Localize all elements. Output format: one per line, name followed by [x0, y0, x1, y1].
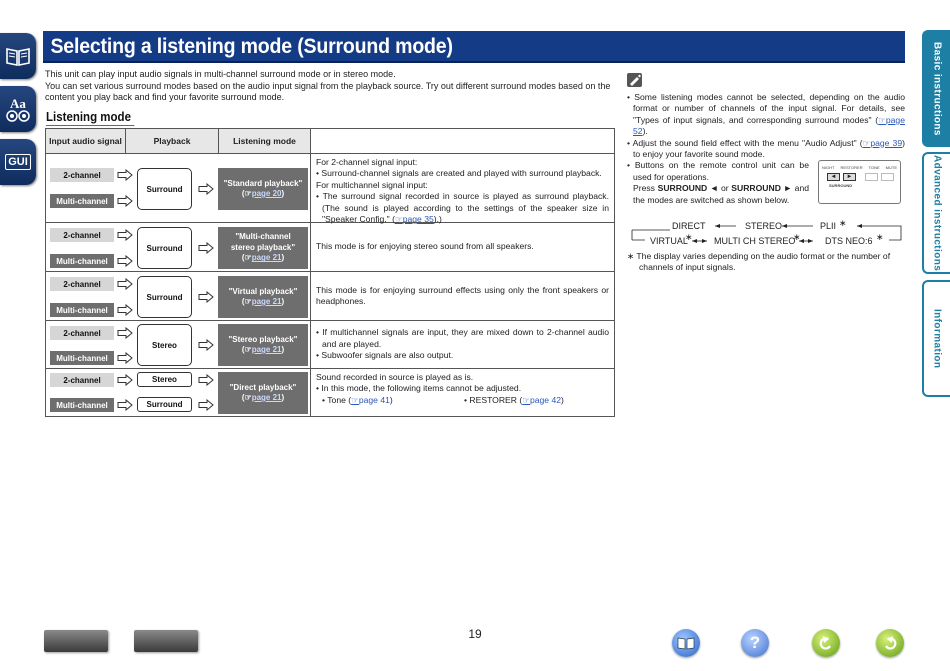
mode-direct: DIRECT: [672, 221, 706, 231]
mode-dts-neo6: DTS NEO:6: [825, 236, 873, 246]
arrow-right-icon: [117, 278, 133, 290]
arrow-right-icon: [198, 399, 214, 411]
arrow-right-icon: [117, 169, 133, 181]
arrow-right-icon: [117, 229, 133, 241]
desc-items: • Tone (☞page 41) • RESTORER (☞page 42): [322, 394, 564, 405]
page-title: Selecting a listening mode (Surround mode): [50, 35, 453, 58]
arrow-right-icon: [198, 242, 214, 254]
question-icon: ?: [749, 633, 761, 652]
remote-button-label: TONE: [868, 165, 880, 170]
tab-information[interactable]: [922, 280, 950, 397]
tab-basic-label: Basic instructions: [931, 41, 943, 136]
signal-multichannel: Multi-channel: [50, 194, 114, 208]
desc-line: • Subwoofer signals are also output.: [316, 350, 454, 361]
table-row: [46, 272, 614, 321]
mode-page-link[interactable]: page 21: [251, 297, 282, 306]
table-row: [46, 369, 614, 416]
signal-multichannel: Multi-channel: [50, 254, 114, 268]
listening-mode-box: "Direct playback" (☞page 21): [218, 372, 308, 414]
mode-flow-diagram: DIRECT STEREO PLII ∗ VIRTUAL ∗ MULTI CH STEREO ∗ DTS NEO:6 ∗: [627, 218, 905, 248]
signal-multichannel: Multi-channel: [50, 303, 114, 317]
tab-advanced-instructions[interactable]: [922, 152, 950, 274]
desc-line: For 2-channel signal input:: [316, 157, 418, 167]
mode-description: [311, 321, 614, 368]
mode-name-line-2: stereo playback": [230, 242, 296, 252]
arrow-right-icon: [117, 327, 133, 339]
page-link[interactable]: ☞page 35: [394, 214, 434, 225]
mode-description: [311, 154, 614, 225]
mode-name: "Virtual playback": [228, 286, 298, 296]
mode-multi-ch-stereo: MULTI CH STEREO: [714, 236, 796, 246]
intro-text: [45, 69, 615, 104]
signal-2ch: 2-channel: [50, 277, 114, 291]
arrow-right-icon: [117, 399, 133, 411]
desc-line: • If multichannel signals are input, they are mixed down to 2-channel audio and are played.: [316, 327, 609, 349]
book-icon: [5, 45, 31, 67]
contents-button[interactable]: [672, 629, 700, 657]
listening-mode-box: "Stereo playback" (☞page 21): [218, 324, 308, 366]
mode-page-link[interactable]: page 21: [251, 345, 282, 354]
desc-line: • The surround signal recorded in source is played as surround playback. (The sound is played according to the settings of the speaker size in "Speaker Config." (☞page 35).): [316, 191, 609, 225]
arrow-right-icon: [117, 304, 133, 316]
mode-stereo: STEREO: [745, 221, 783, 231]
remote-button-label: RESTORER: [840, 165, 863, 170]
mode-description: [311, 272, 614, 320]
footnote-text: ∗ The display varies depending on the audio format or the number of channels of input signals.: [627, 251, 891, 273]
signal-2ch: 2-channel: [50, 326, 114, 340]
desc-line: • In this mode, the following items cannot be adjusted.: [316, 383, 522, 394]
remote-illustration: [818, 160, 901, 204]
manual-book-button[interactable]: [0, 33, 36, 79]
gui-label: GUI: [5, 154, 31, 170]
footnote: [627, 251, 905, 274]
tab-information-label: Information: [931, 308, 943, 369]
note-item: • Some listening modes cannot be selected, depending on the audio format or number of channels of the input signal. For details, see "Types of input signals, and corresponding surround modes" (☞page 52).: [627, 92, 905, 137]
mode-name: "Stereo playback": [228, 334, 298, 344]
desc-line: For multichannel signal input:: [316, 179, 428, 190]
listening-mode-box: "Standard playback" (☞page 20): [218, 168, 308, 210]
remote-surround-label: SURROUND: [829, 183, 853, 188]
page-number: 19: [468, 627, 482, 641]
playback-box-multichannel: Surround: [137, 397, 192, 412]
mode-page-link[interactable]: page 20: [251, 189, 282, 198]
table-header: [46, 129, 614, 154]
surround-right-key: SURROUND ►: [731, 183, 793, 194]
mode-description: [311, 369, 614, 416]
signal-multichannel: Multi-channel: [50, 398, 114, 412]
arrow-right-icon: [117, 352, 133, 364]
listening-mode-table: [45, 128, 615, 417]
intro-line-1: This unit can play input audio signals in multi-channel surround mode or in stereo mode.: [45, 69, 396, 79]
page-link[interactable]: ☞page 41: [351, 394, 390, 405]
forward-arrow-icon: [882, 635, 898, 651]
help-button[interactable]: [741, 629, 769, 657]
playback-box-2ch: Stereo: [137, 372, 192, 387]
table-row: [46, 321, 614, 369]
arrow-right-icon: [198, 291, 214, 303]
note-icon: [627, 73, 642, 87]
surround-left-key: SURROUND ◄: [657, 183, 719, 194]
header-description: [311, 129, 614, 153]
table-row: [46, 223, 614, 272]
tab-advanced-label: Advanced instructions: [931, 154, 943, 272]
arrow-right-icon: [117, 195, 133, 207]
arrow-right-icon: [198, 339, 214, 351]
title-bar: [43, 31, 905, 63]
playback-box: Stereo: [137, 324, 192, 366]
gui-button[interactable]: [0, 139, 36, 185]
mode-name-line-1: "Multi-channel: [235, 232, 291, 242]
page-link[interactable]: ☞page 42: [522, 394, 562, 405]
mode-name: "Direct playback": [229, 382, 297, 392]
listening-mode-box: "Multi-channel stereo playback" (☞page 21): [218, 227, 308, 269]
font-button[interactable]: [0, 86, 36, 132]
signal-2ch: 2-channel: [50, 168, 114, 182]
arrow-right-icon: [198, 374, 214, 386]
signal-2ch: 2-channel: [50, 228, 114, 242]
mode-page-link[interactable]: page 21: [251, 393, 282, 402]
header-listening-mode: Listening mode: [219, 129, 311, 153]
playback-box: Surround: [137, 276, 192, 318]
mode-virtual: VIRTUAL: [650, 236, 688, 246]
forward-button[interactable]: [876, 629, 904, 657]
page-link[interactable]: ☞page 39: [862, 137, 903, 148]
arrow-right-icon: [117, 374, 133, 386]
mode-description: [311, 223, 614, 271]
header-playback: Playback: [126, 129, 219, 153]
intro-line-2: You can set various surround modes based on the audio input signal from the playback source. Try out different surround modes based on the content you play back and find your favorite surround mode.: [45, 80, 611, 102]
note-item: • Buttons on the remote control unit can be used for operations. Press SURROUND ◄ or SURROUND ► and the modes are switched as shown below.: [627, 160, 810, 205]
font-icon-label: Aa: [10, 95, 26, 111]
tab-basic-instructions[interactable]: [922, 30, 950, 147]
signal-2ch: 2-channel: [50, 373, 114, 387]
playback-box: Surround: [137, 227, 192, 269]
desc-line: This mode is for enjoying surround effects using only the front speakers or headphones.: [316, 284, 609, 306]
item-restorer: • RESTORER (: [464, 394, 523, 405]
book-icon: [677, 636, 695, 650]
signal-multichannel: Multi-channel: [50, 351, 114, 365]
desc-line: Sound recorded in source is played as is.: [316, 372, 474, 382]
audio-icon: [6, 110, 30, 122]
back-arrow-icon: [818, 635, 834, 651]
item-tone: • Tone (: [322, 394, 352, 405]
arrow-right-icon: [117, 255, 133, 267]
back-button[interactable]: [812, 629, 840, 657]
mode-page-link[interactable]: page 21: [251, 253, 282, 263]
page-link[interactable]: ☞page 52: [633, 114, 905, 137]
surround-left-button: ◄: [827, 173, 840, 181]
listening-mode-box: "Virtual playback" (☞page 21): [218, 276, 308, 318]
desc-text: • The surround signal recorded in source is played as surround playback. (The sound is played according to the settings of the speaker size in "Speaker Config." (: [316, 191, 609, 225]
remote-button-label: NIGHT: [822, 165, 835, 170]
mode-plii: PLII: [820, 221, 837, 231]
table-row: [46, 154, 614, 223]
playback-box: Surround: [137, 168, 192, 210]
mode-name: "Standard playback": [223, 178, 303, 188]
desc-line: This mode is for enjoying stereo sound from all speakers.: [316, 241, 534, 252]
section-heading: Listening mode: [46, 110, 135, 126]
arrow-right-icon: [198, 183, 214, 195]
desc-line: • Surround-channel signals are created and played with surround playback.: [316, 168, 602, 179]
surround-right-button: ►: [843, 173, 856, 181]
header-input-signal: Input audio signal: [46, 129, 126, 153]
note-item: • Adjust the sound field effect with the menu "Audio Adjust" (☞page 39) to enjoy your favorite sound mode.: [627, 137, 905, 160]
remote-button-label: MUTE: [885, 165, 897, 170]
